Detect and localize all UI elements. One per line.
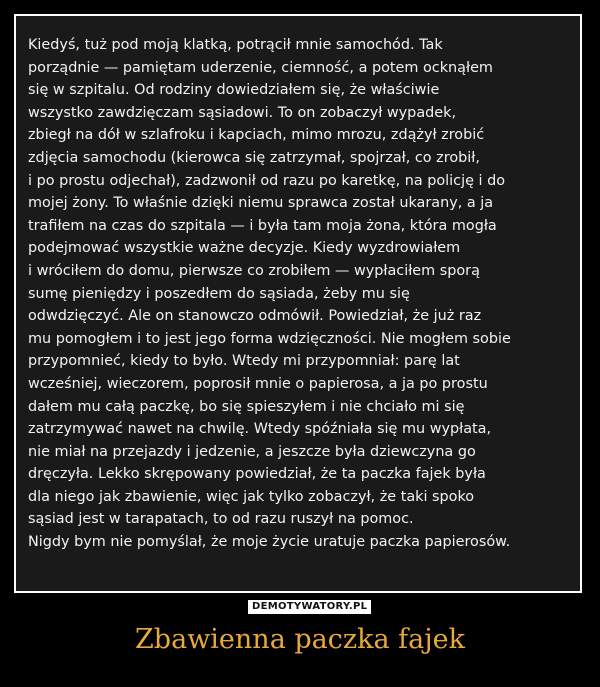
story-line: przypomnieć, kiedy to było. Wtedy mi przypomniał: parę lat [28, 353, 460, 370]
story-line: sumę pieniędzy i poszedłem do sąsiada, żeby mu się [28, 285, 410, 302]
story-text [20, 20, 576, 554]
story-line: odwdzięczyć. Ale on stanowczo odmówił. Powiedział, że już raz [28, 308, 482, 325]
story-line: i po prostu odjechał), zadzwonił od razu po karetkę, na policję i do [28, 172, 506, 189]
story-line: wszystko zawdzięczam sąsiadowi. To on zobaczył wypadek, [28, 104, 457, 121]
story-line: Kiedyś, tuż pod moją klatką, potrącił mnie samochód. Tak [28, 37, 443, 53]
story-line: wcześniej, wieczorem, poprosił mnie o papierosa, a ja po prostu [28, 375, 488, 392]
story-line: Nigdy bym nie pomyślał, że moje życie uratuje paczka papierosów. [28, 534, 511, 551]
story-line: nie miał na przejazdy i jedzenie, a jeszcze była dziewczyna go [28, 443, 476, 460]
story-line: dręczyła. Lekko skrępowany powiedział, że ta paczka fajek była [28, 466, 486, 483]
story-line: i wróciłem do domu, pierwsze co zrobiłem — wypłaciłem sporą [28, 262, 480, 279]
story-line: trafiłem na czas do szpitala — i była tam moja żona, która mogła [28, 217, 497, 234]
story-line: zbiegł na dół w szlafroku i kapciach, mimo mrozu, zdążył zrobić [28, 127, 485, 144]
story-line: zatrzymywać nawet na chwilę. Wtedy spóźniała się mu wypłata, [28, 421, 492, 438]
story-line: mu pomogłem i to jest jego forma wdzięczności. Nie mogłem sobie [28, 330, 511, 347]
story-line: dla niego jak zbawienie, więc jak tylko zobaczył, że taki spoko [28, 488, 475, 505]
image-frame [14, 14, 582, 593]
story-line: mojej żony. To właśnie dzięki niemu sprawca został ukarany, a ja [28, 195, 494, 212]
story-image [20, 20, 576, 587]
story-line: sąsiad jest w tarapatach, to od razu ruszył na pomoc. [28, 511, 414, 528]
watermark-label: DEMOTYWATORY.PL [248, 600, 371, 614]
story-line: zdjęcia samochodu (kierowca się zatrzymał, spojrzał, co zrobił, [28, 149, 480, 166]
story-line: się w szpitalu. Od rodziny dowiedziałem się, że właściwie [28, 82, 440, 99]
story-line: dałem mu całą paczkę, bo się spieszyłem i nie chciało mi się [28, 398, 465, 415]
story-line: porządnie — pamiętam uderzenie, ciemność, a potem ocknąłem [28, 59, 493, 76]
page-title: Zbawienna paczka fajek [135, 624, 465, 655]
story-line: podejmować wszystkie ważne decyzje. Kiedy wyzdrowiałem [28, 240, 461, 257]
